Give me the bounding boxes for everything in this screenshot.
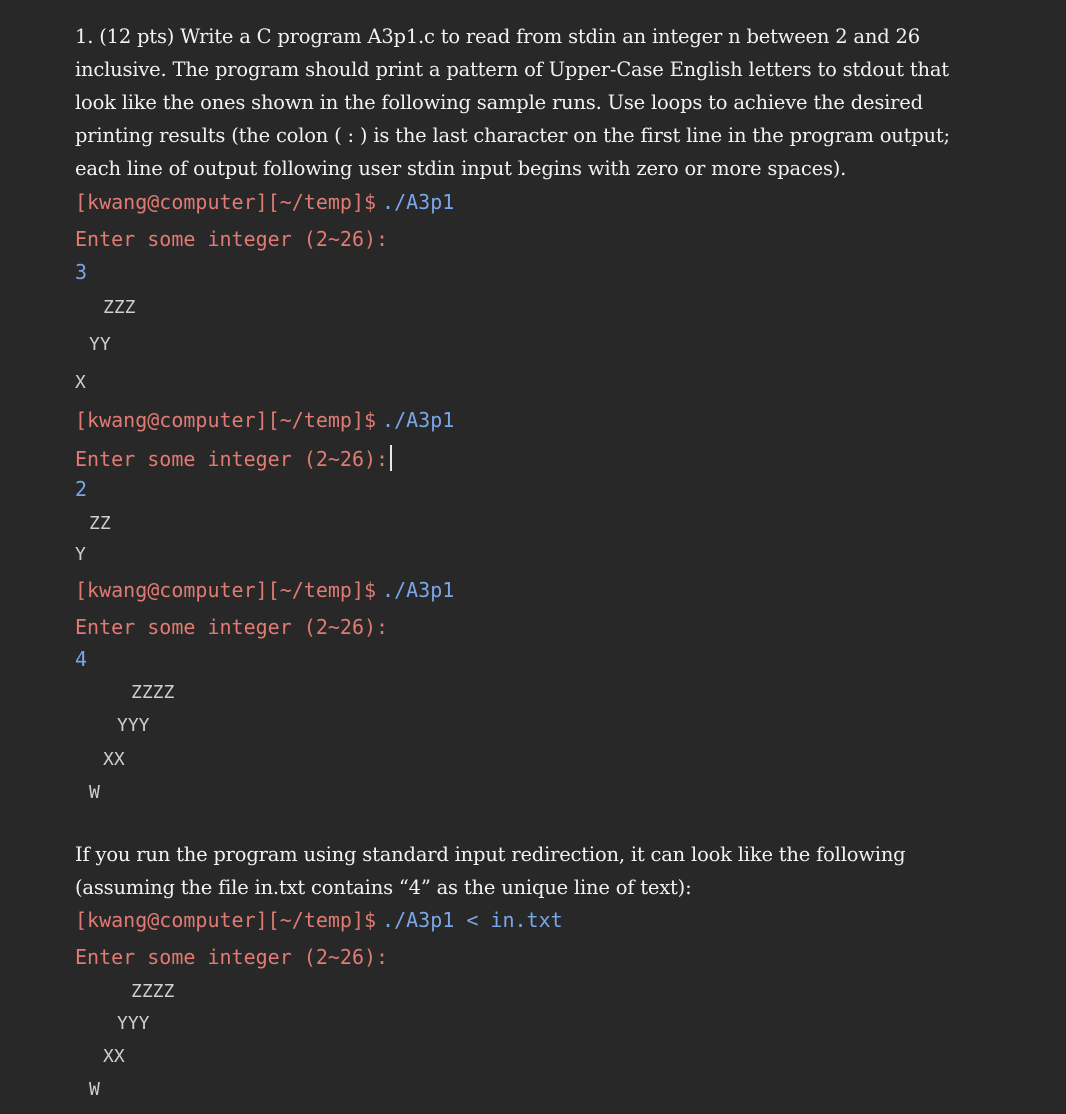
user-input-run-3: 4 [75, 647, 88, 671]
enter-prompt-redirect: Enter some integer (2~26): [75, 945, 389, 969]
text-cursor [390, 445, 392, 471]
enter-prompt-run-2: Enter some integer (2~26): [75, 445, 392, 471]
question-line: each line of output following user stdin input begins with zero or more spaces). [75, 157, 847, 180]
question-line: inclusive. The program should print a pattern of Upper-Case English letters to stdout that [75, 58, 949, 81]
redirect-text [75, 838, 1035, 904]
output-line: ZZZZ [131, 981, 175, 1002]
shell-command: ./A3p1 [382, 190, 455, 214]
shell-prompt-run-3: [kwang@computer][~/temp]$ ./A3p1 [75, 578, 455, 602]
output-line: W [89, 782, 100, 803]
question-line: printing results (the colon ( : ) is the last character on the first line in the program output; [75, 124, 950, 147]
question-text [75, 20, 1035, 185]
output-line: X [75, 372, 86, 393]
output-line: YYY [117, 1013, 150, 1034]
shell-prompt-redirect: [kwang@computer][~/temp]$ ./A3p1 < in.txt [75, 908, 563, 932]
user-input-run-1: 3 [75, 260, 88, 284]
question-line: look like the ones shown in the following sample runs. Use loops to achieve the desired [75, 91, 923, 114]
shell-command: ./A3p1 < in.txt [382, 908, 563, 932]
output-line: YY [89, 334, 111, 355]
redirect-line: (assuming the file in.txt contains “4” as the unique line of text): [75, 876, 692, 899]
enter-prompt-run-1: Enter some integer (2~26): [75, 227, 389, 251]
output-line: XX [103, 1046, 125, 1067]
shell-command: ./A3p1 [382, 578, 455, 602]
output-line: ZZ [89, 513, 111, 534]
shell-prompt-run-1: [kwang@computer][~/temp]$ ./A3p1 [75, 190, 455, 214]
enter-prompt-run-3: Enter some integer (2~26): [75, 615, 389, 639]
shell-command: ./A3p1 [382, 408, 455, 432]
output-line: W [89, 1079, 100, 1100]
question-line: 1. (12 pts) Write a C program A3p1.c to read from stdin an integer n between 2 and 26 [75, 25, 920, 48]
output-line: ZZZZ [131, 682, 175, 703]
output-line: YYY [117, 715, 150, 736]
output-line: XX [103, 749, 125, 770]
output-line: ZZZ [103, 297, 136, 318]
output-line: Y [75, 544, 86, 565]
redirect-line: If you run the program using standard input redirection, it can look like the following [75, 843, 906, 866]
shell-prompt-run-2: [kwang@computer][~/temp]$ ./A3p1 [75, 408, 455, 432]
user-input-run-2: 2 [75, 477, 88, 501]
